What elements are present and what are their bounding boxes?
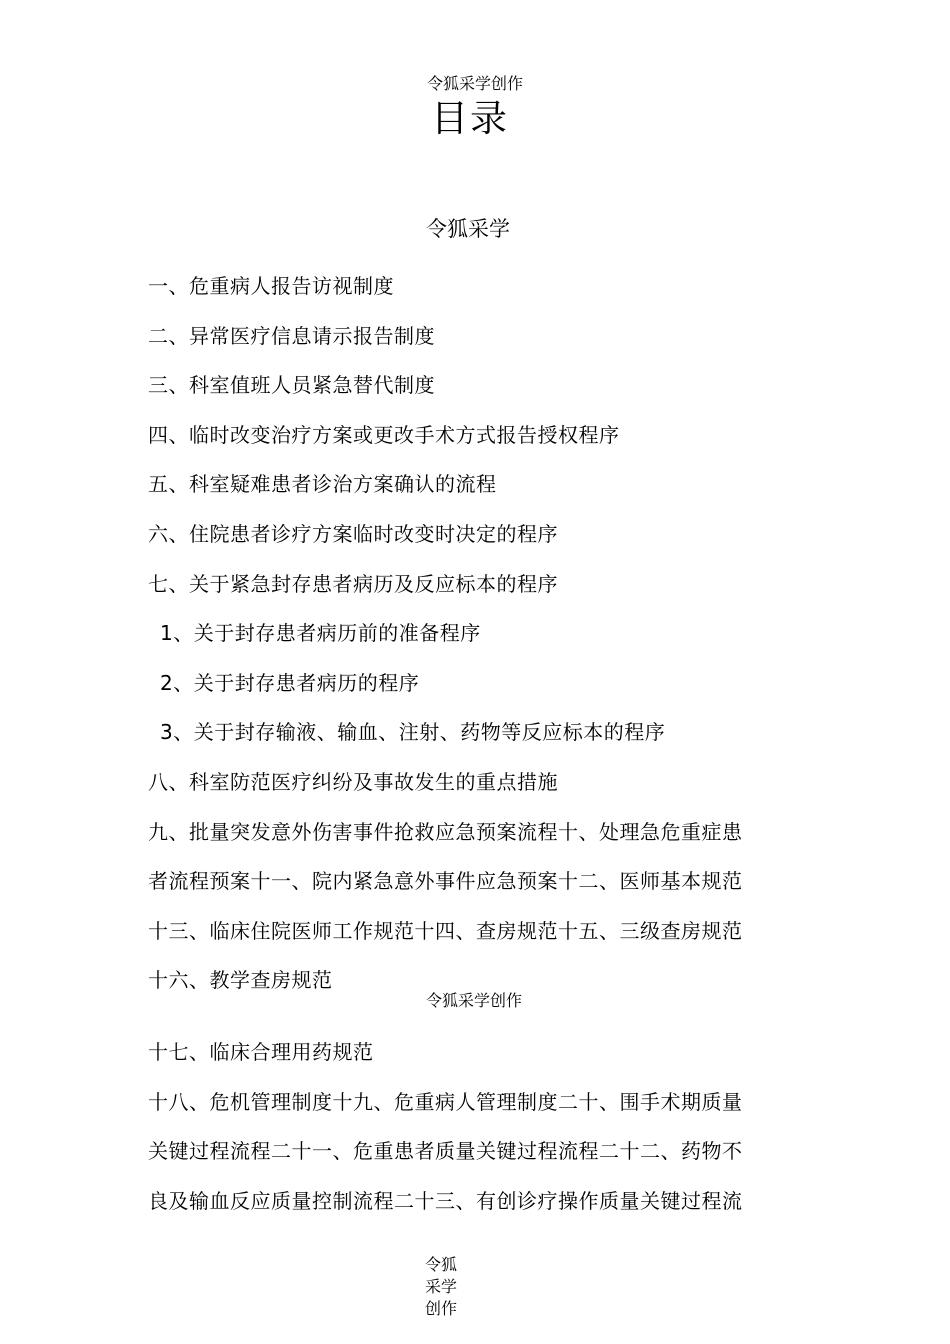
header-watermark: 令狐采学创作 [426,74,523,93]
toc-entry: 四、临时改变治疗方案或更改手术方式报告授权程序 [148,422,620,447]
toc-entry: 六、住院患者诊疗方案临时改变时决定的程序 [148,521,558,546]
toc-entry: 七、关于紧急封存患者病历及反应标本的程序 [148,571,558,596]
toc-entry: 二、异常医疗信息请示报告制度 [148,323,435,348]
page-subtitle: 令狐采学 [426,217,510,241]
toc-entry: 者流程预案十一、院内紧急意外事件应急预案十二、医师基本规范 [148,869,743,894]
footer-watermark-line: 采学 [424,1277,457,1296]
toc-entry: 十三、临床住院医师工作规范十四、查房规范十五、三级查房规范 [148,918,743,943]
toc-entry: 五、科室疑难患者诊治方案确认的流程 [148,472,497,497]
toc-entry: 十六、教学查房规范 [148,968,333,993]
mid-watermark: 令狐采学创作 [425,991,522,1010]
toc-entry: 三、科室值班人员紧急替代制度 [148,373,435,398]
table-of-contents-top [148,262,798,1006]
toc-subentry: 1、关于封存患者病历前的准备程序 [160,621,481,646]
footer-watermark [420,1254,462,1320]
toc-subentry: 2、关于封存患者病历的程序 [160,670,420,695]
toc-entry: 良及输血反应质量控制流程二十三、有创诊疗操作质量关键过程流 [148,1188,743,1213]
table-of-contents-bottom [148,1028,798,1226]
toc-entry: 十七、临床合理用药规范 [148,1040,374,1064]
toc-entry: 一、危重病人报告访视制度 [148,274,394,298]
toc-entry: 八、科室防范医疗纠纷及事故发生的重点措施 [148,769,558,794]
footer-watermark-line: 令狐 [424,1255,457,1274]
page-title: 目录 [431,97,509,140]
footer-watermark-line: 创作 [424,1299,457,1318]
toc-entry: 十八、危机管理制度十九、危重病人管理制度二十、围手术期质量 [148,1089,743,1114]
toc-subentry: 3、关于封存输液、输血、注射、药物等反应标本的程序 [160,720,666,745]
toc-entry: 九、批量突发意外伤害事件抢救应急预案流程十、处理急危重症患 [148,819,743,844]
toc-entry: 关键过程流程二十一、危重患者质量关键过程流程二十二、药物不 [148,1139,743,1164]
